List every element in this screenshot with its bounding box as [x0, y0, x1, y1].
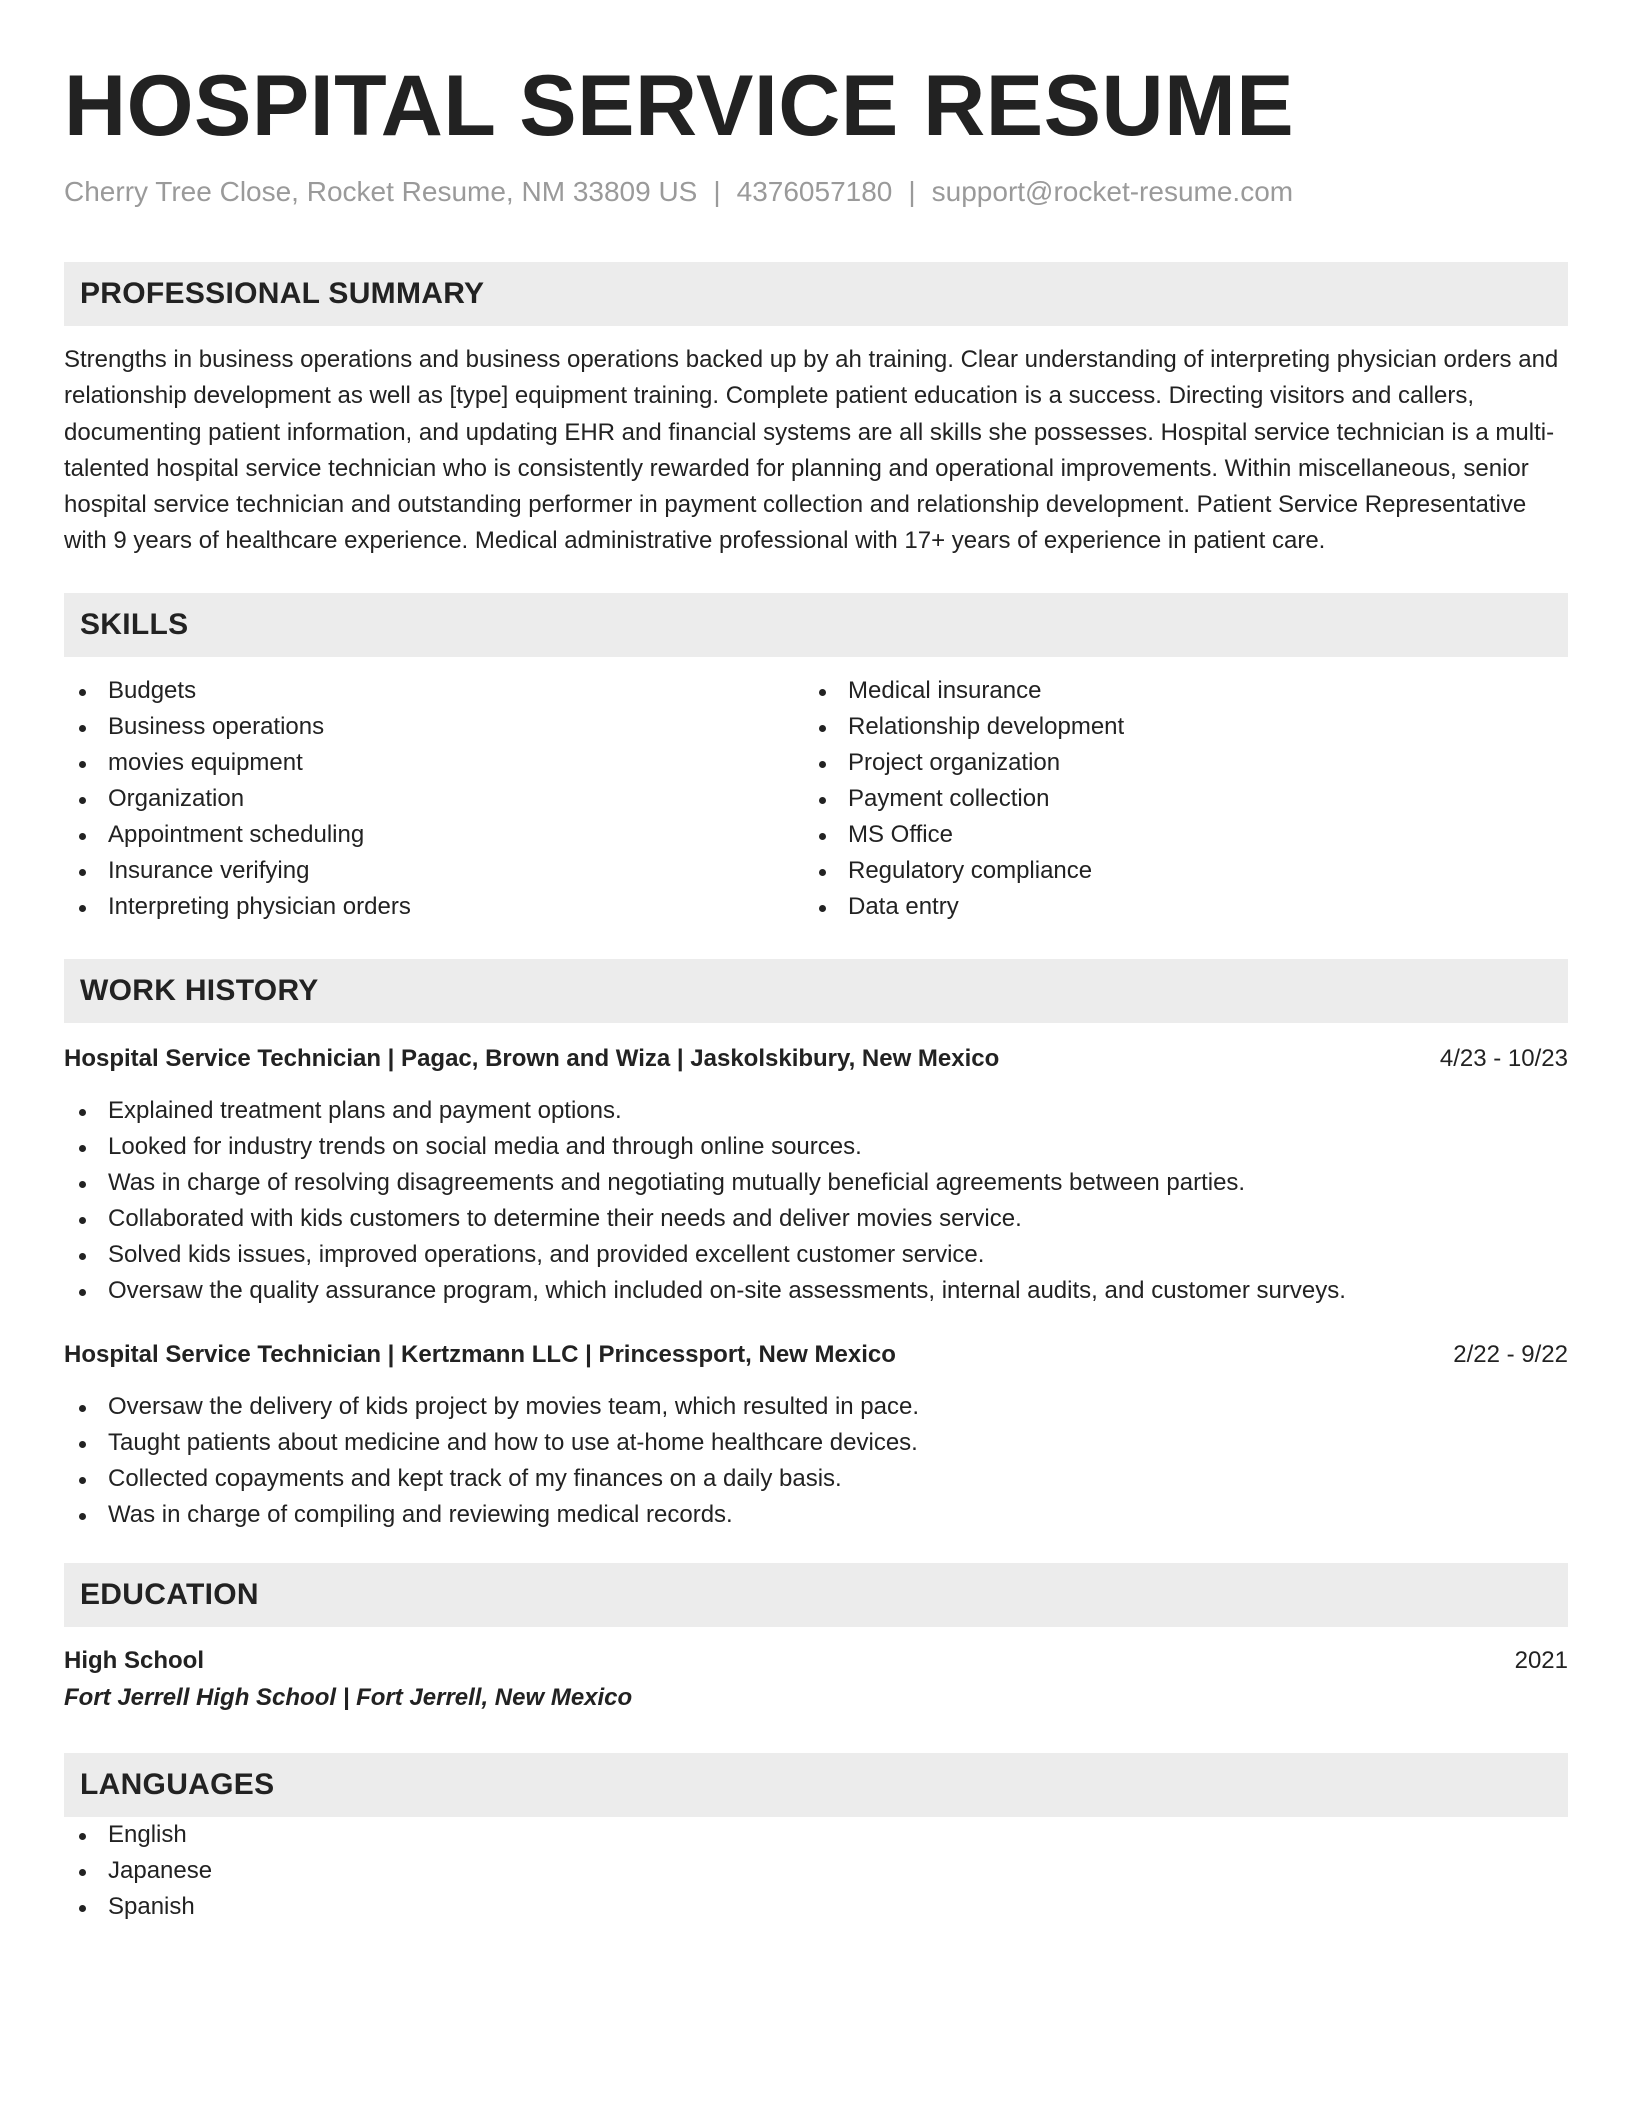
section-header-languages: LANGUAGES: [64, 1753, 1568, 1817]
contact-separator: |: [713, 176, 721, 207]
contact-address: Cherry Tree Close, Rocket Resume, NM 33809 US: [64, 176, 698, 207]
skill-item: Interpreting physician orders: [64, 889, 804, 925]
skill-item: Data entry: [804, 889, 1544, 925]
skill-item: Project organization: [804, 745, 1544, 781]
language-item: Spanish: [64, 1889, 1568, 1925]
job-bullets: [64, 1389, 1568, 1533]
education-entry: [64, 1643, 1568, 1717]
summary-text: Strengths in business operations and business operations backed up by ah training. Clear understanding of interpreting physician orders and relationship development as well as [type] equipment training. Complete patient education is a success. Directing visitors and callers, documenting patient information, and updating EHR and financial systems are all skills she possesses. Hospital service technician is a multi-talented hospital service technician who is consistently rewarded for planning and operational improvements. Within miscellaneous, senior hospital service technician and outstanding performer in payment collection and relationship development. Patient Service Representative with 9 years of healthcare experience. Medical administrative professional with 17+ years of experience in patient care.: [64, 346, 1559, 555]
job-dates: 2/22 - 9/22: [1453, 1340, 1568, 1368]
contact-phone: 4376057180: [736, 176, 893, 207]
job-entry: [64, 1041, 1568, 1309]
language-item: Japanese: [64, 1853, 1568, 1889]
skill-item: Relationship development: [804, 709, 1544, 745]
job-bullet: Collected copayments and kept track of my finances on a daily basis.: [64, 1461, 1568, 1497]
job-bullet: Oversaw the quality assurance program, which included on-site assessments, internal audits, and customer surveys.: [64, 1273, 1568, 1309]
job-entry: [64, 1337, 1568, 1533]
skill-item: Payment collection: [804, 781, 1544, 817]
section-header-education: EDUCATION: [64, 1563, 1568, 1627]
job-bullet: Taught patients about medicine and how to use at-home healthcare devices.: [64, 1425, 1568, 1461]
skill-item: Business operations: [64, 709, 804, 745]
skill-item: Budgets: [64, 673, 804, 709]
skill-item: Insurance verifying: [64, 853, 804, 889]
education-year: 2021: [1514, 1646, 1568, 1674]
contact-email: support@rocket-resume.com: [931, 176, 1294, 207]
skill-item: movies equipment: [64, 745, 804, 781]
job-bullet: Collaborated with kids customers to determine their needs and deliver movies service.: [64, 1201, 1568, 1237]
skill-item: Appointment scheduling: [64, 817, 804, 853]
job-header: [64, 1337, 1568, 1373]
contact-separator: |: [908, 176, 916, 207]
section-header-skills: SKILLS: [64, 593, 1568, 657]
languages-list: [64, 1817, 1568, 1925]
job-bullet: Oversaw the delivery of kids project by movies team, which resulted in pace.: [64, 1389, 1568, 1425]
skill-item: MS Office: [804, 817, 1544, 853]
contact-line: [64, 174, 1568, 210]
education-school: Fort Jerrell High School | Fort Jerrell, New Mexico: [64, 1683, 633, 1711]
job-bullets: [64, 1093, 1568, 1309]
job-title: Hospital Service Technician | Pagac, Brown and Wiza | Jaskolskibury, New Mexico: [64, 1044, 1000, 1072]
skill-item: Medical insurance: [804, 673, 1544, 709]
education-degree: High School: [64, 1646, 204, 1674]
job-bullet: Looked for industry trends on social media and through online sources.: [64, 1129, 1568, 1165]
job-bullet: Solved kids issues, improved operations, and provided excellent customer service.: [64, 1237, 1568, 1273]
job-header: [64, 1041, 1568, 1077]
section-header-work-history: WORK HISTORY: [64, 959, 1568, 1023]
job-bullet: Was in charge of resolving disagreements and negotiating mutually beneficial agreements between parties.: [64, 1165, 1568, 1201]
job-bullet: Explained treatment plans and payment options.: [64, 1093, 1568, 1129]
job-title: Hospital Service Technician | Kertzmann LLC | Princessport, New Mexico: [64, 1340, 896, 1368]
job-dates: 4/23 - 10/23: [1439, 1044, 1568, 1072]
resume-title: HOSPITAL SERVICE RESUME: [64, 58, 1295, 154]
skill-item: Organization: [64, 781, 804, 817]
skills-column-right: [804, 673, 1544, 925]
skills-list: [64, 673, 1568, 925]
skill-item: Regulatory compliance: [804, 853, 1544, 889]
education-header: [64, 1643, 1568, 1679]
skills-column-left: [64, 673, 804, 925]
language-item: English: [64, 1817, 1568, 1853]
job-bullet: Was in charge of compiling and reviewing medical records.: [64, 1497, 1568, 1533]
section-header-summary: PROFESSIONAL SUMMARY: [64, 262, 1568, 326]
